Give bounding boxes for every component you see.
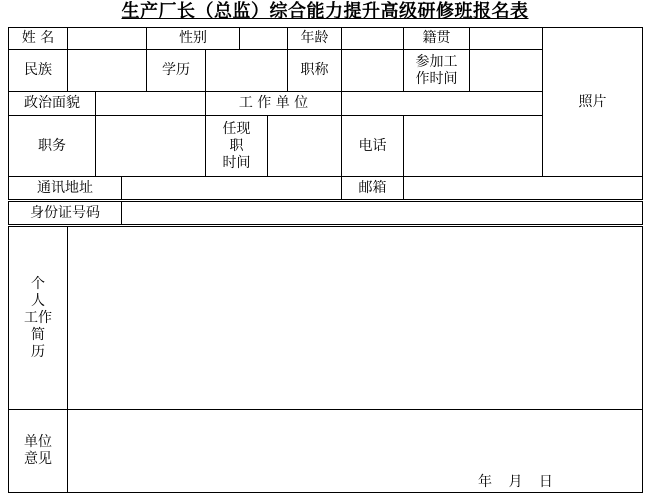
position-field[interactable] xyxy=(95,115,206,177)
current-position-time-field[interactable] xyxy=(267,115,342,177)
title-rank-field[interactable] xyxy=(341,49,404,92)
address-field[interactable] xyxy=(121,176,342,200)
resume-label: 个 人 工作 简 历 xyxy=(8,226,68,410)
phone-label: 电话 xyxy=(341,115,404,177)
gender-field[interactable] xyxy=(239,27,288,50)
work-start-field[interactable] xyxy=(469,49,543,92)
phone-field[interactable] xyxy=(403,115,543,177)
native-place-field[interactable] xyxy=(469,27,543,50)
form-title: 生产厂长（总监）综合能力提升高级研修班报名表 xyxy=(121,1,529,22)
political-status-field[interactable] xyxy=(95,91,206,116)
ethnicity-field[interactable] xyxy=(67,49,147,92)
political-status-label: 政治面貌 xyxy=(8,91,96,116)
work-unit-field[interactable] xyxy=(341,91,543,116)
name-field[interactable] xyxy=(67,27,147,50)
age-label: 年龄 xyxy=(287,27,342,50)
address-label: 通讯地址 xyxy=(8,176,122,200)
title-rank-label: 职称 xyxy=(287,49,342,92)
id-number-field[interactable] xyxy=(121,201,643,225)
ethnicity-label: 民族 xyxy=(8,49,68,92)
age-field[interactable] xyxy=(341,27,404,50)
current-position-time-label: 任现 职 时间 xyxy=(205,115,268,177)
id-number-label: 身份证号码 xyxy=(8,201,122,225)
postcode-label: 邮箱 xyxy=(341,176,404,200)
gender-label: 性别 xyxy=(146,27,240,50)
work-unit-label: 工 作 单 位 xyxy=(205,91,342,116)
native-place-label: 籍贯 xyxy=(403,27,470,50)
name-label: 姓 名 xyxy=(8,27,68,50)
unit-opinion-label: 单位 意见 xyxy=(8,409,68,493)
education-label: 学历 xyxy=(146,49,206,92)
education-field[interactable] xyxy=(205,49,288,92)
date-line: 年 月 日 xyxy=(478,474,559,490)
postcode-field[interactable] xyxy=(403,176,643,200)
photo-box[interactable]: 照片 xyxy=(542,27,643,177)
resume-field[interactable] xyxy=(67,226,643,410)
work-start-label: 参加工 作时间 xyxy=(403,49,470,92)
position-label: 职务 xyxy=(8,115,96,177)
